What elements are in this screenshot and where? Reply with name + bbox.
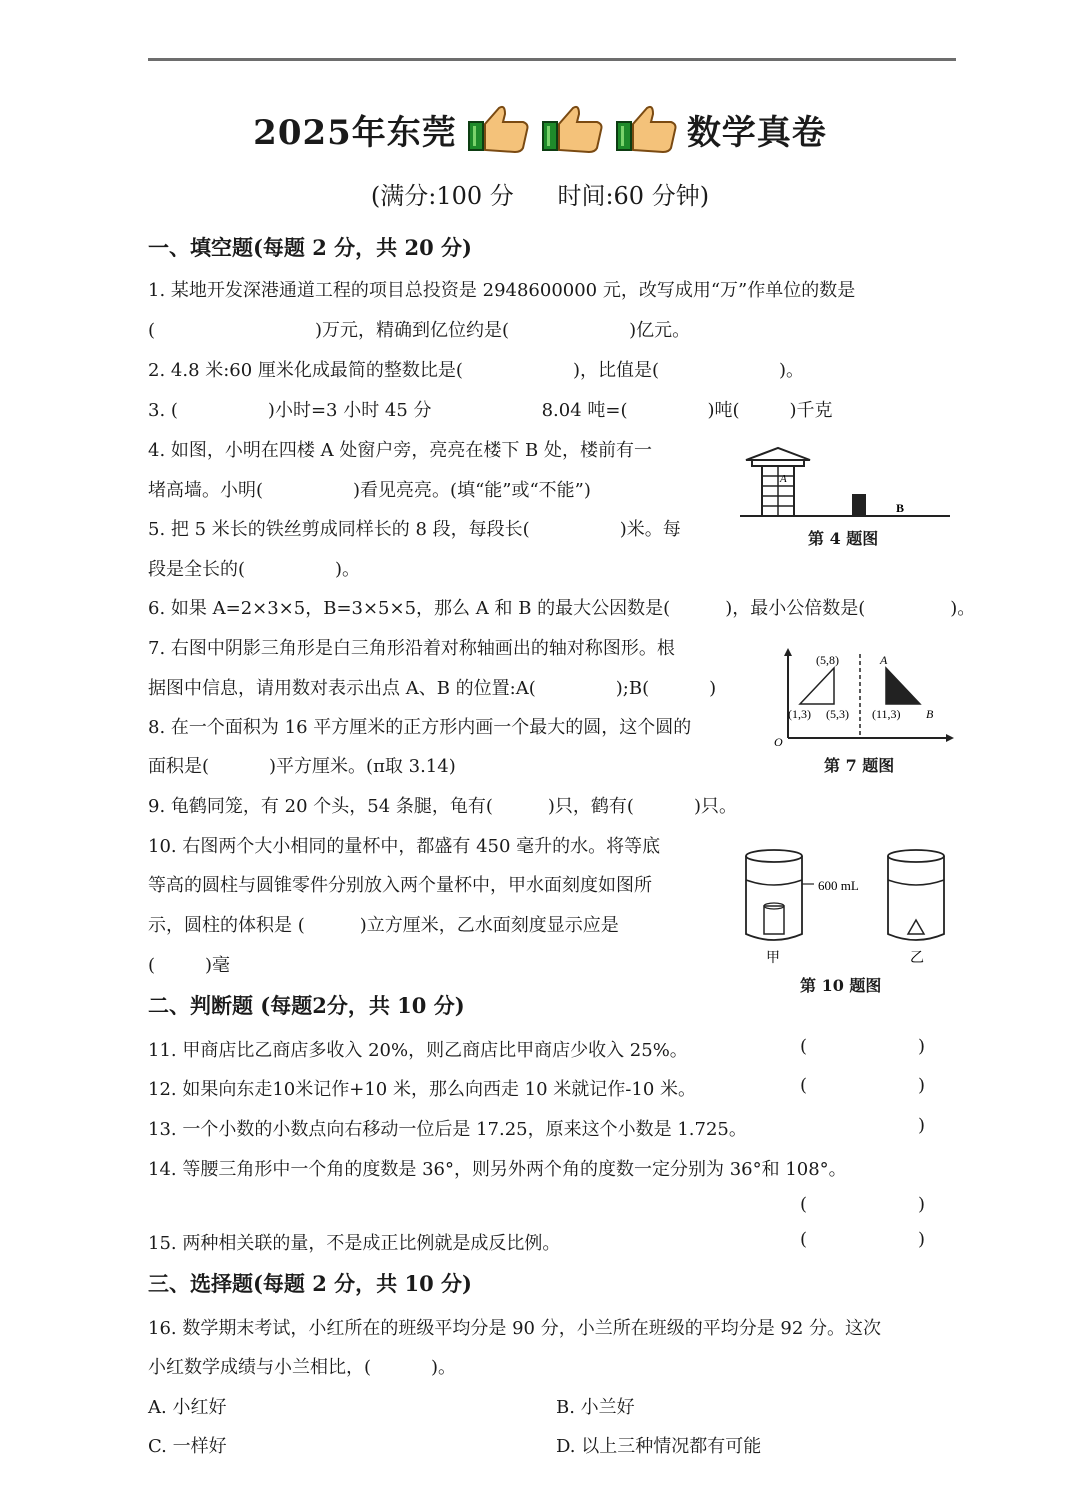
q8-text: )平方厘米。(π取 3.14) (269, 756, 456, 777)
coord-label: (5,3) (826, 707, 849, 721)
wall-shape (852, 494, 866, 516)
figure-7-coordinate (772, 648, 954, 748)
q7-text: ) (709, 678, 717, 699)
q10-text: ( (148, 955, 156, 976)
q10-text: )毫 (205, 955, 231, 976)
option-b[interactable]: B. 小兰好 (556, 1397, 635, 1418)
q13-answer-close: ) (918, 1115, 926, 1136)
coord-label: (1,3) (788, 707, 811, 721)
q4-text: 堵高墙。小明( (148, 480, 264, 501)
q5-text: 5. 把 5 米长的铁丝剪成同样长的 8 段，每段长( (148, 519, 530, 540)
q1-text: )万元，精确到亿位约是( (315, 320, 510, 341)
q3-text: )吨( (707, 400, 740, 421)
section3-heading: 三、选择题(每题 2 分，共 10 分) (148, 1271, 472, 1296)
q16-text: )。 (431, 1357, 457, 1378)
q16-line2 (148, 1353, 456, 1379)
title-block (0, 104, 1080, 154)
q10-line1: 10. 右图两个大小相同的量杯中，都盛有 450 毫升的水。将等底 (148, 836, 661, 857)
white-triangle (800, 668, 834, 704)
q3-line (148, 396, 833, 422)
q6-text: 6. 如果 A=2×3×5，B=3×5×5，那么 A 和 B 的最大公因数是( (148, 598, 671, 619)
q5-text: )。 (335, 559, 361, 580)
q14-answer-close: ) (918, 1194, 926, 1215)
q2-text: )，比值是( (572, 360, 660, 381)
cup-yi-rim (888, 850, 944, 862)
q7-text: 据图中信息，请用数对表示出点 A、B 的位置:A( (148, 678, 536, 699)
figure-10-caption: 第 10 题图 (800, 976, 882, 995)
q7-line1: 7. 右图中阴影三角形是白三角形沿着对称轴画出的轴对称图形。根 (148, 638, 675, 659)
q10-line4 (148, 951, 230, 977)
q3-text: )小时=3 小时 45 分 (267, 400, 432, 421)
q5-line2 (148, 555, 360, 581)
top-rule (148, 58, 956, 61)
q15-line: 15. 两种相关联的量，不是成正比例就是成反比例。 (148, 1233, 561, 1254)
q10-line2: 等高的圆柱与圆锥零件分别放入两个量杯中，甲水面刻度如图所 (148, 875, 652, 896)
cup-yi-water (888, 880, 944, 885)
q8-line1: 8. 在一个面积为 16 平方厘米的正方形内画一个最大的圆，这个圆的 (148, 717, 692, 738)
option-c[interactable]: C. 一样好 (148, 1436, 227, 1457)
point-a-label: A (880, 653, 888, 667)
q16-line1: 16. 数学期末考试，小红所在的班级平均分是 90 分，小兰所在班级的平均分是 92 分。这次 (148, 1318, 882, 1339)
full-score: (满分:100 分 (370, 182, 514, 210)
title-left: 2025年东莞 (253, 112, 457, 153)
figure-4-building (740, 444, 954, 522)
q10-text: 示，圆柱的体积是 ( (148, 915, 305, 936)
cone-part (908, 920, 924, 934)
cup-jia-body (746, 856, 802, 940)
q1-text: ( (148, 320, 156, 341)
cup-yi-label: 乙 (910, 951, 924, 966)
point-b-label: B (896, 501, 905, 515)
q2-line (148, 356, 804, 382)
point-b-label: B (926, 707, 934, 721)
q11-answer-open[interactable]: ( (800, 1036, 808, 1057)
q3-text: 8.04 吨=( (541, 400, 628, 421)
option-a[interactable]: A. 小红好 (148, 1397, 227, 1418)
q10-line3 (148, 911, 619, 937)
point-a-label: A (780, 473, 787, 485)
q1-text: )亿元。 (629, 320, 691, 341)
exam-title (253, 104, 827, 154)
cup-jia-label: 甲 (766, 951, 780, 966)
thumbs-up-icon (539, 104, 605, 154)
q1-line2 (148, 316, 690, 342)
x-arrow (946, 734, 954, 742)
q7-text: );B( (615, 678, 650, 699)
thumbs-up-icon (465, 104, 531, 154)
volume-label: 600 mL (818, 878, 859, 893)
q6-line (148, 594, 975, 620)
figure-4-caption: 第 4 题图 (808, 529, 879, 548)
figure-7-caption: 第 7 题图 (824, 756, 895, 775)
time-limit: 时间:60 分钟) (557, 182, 710, 210)
q5-text: )米。每 (619, 519, 681, 540)
y-arrow (784, 648, 792, 656)
cup-jia-rim (746, 850, 802, 862)
q8-text: 面积是( (148, 756, 210, 777)
q1-line1: 1. 某地开发深港通道工程的项目总投资是 2948600000 元，改写成用“万”作单位的数是 (148, 280, 856, 301)
q9-text: )只。 (693, 796, 737, 817)
q15-answer-open[interactable]: ( (800, 1229, 808, 1250)
cup-jia-water (746, 880, 802, 885)
q7-line2 (148, 674, 716, 700)
cup-yi-body (888, 856, 944, 940)
coord-label: (11,3) (872, 707, 901, 721)
redaction-emojis (465, 104, 679, 154)
q11-line: 11. 甲商店比乙商店多收入 20%，则乙商店比甲商店少收入 25%。 (148, 1040, 688, 1061)
q9-text: )只，鹤有( (547, 796, 634, 817)
section2-heading: 二、判断题 (每题2分，共 10 分) (148, 993, 465, 1018)
q11-answer-close: ) (918, 1036, 926, 1057)
q3-text: )千克 (789, 400, 833, 421)
coord-label: (5,8) (816, 653, 839, 667)
q15-answer-close: ) (918, 1229, 926, 1250)
origin-label: O (774, 735, 783, 748)
q5-text: 段是全长的( (148, 559, 246, 580)
q4-text: )看见亮亮。(填“能”或“不能”) (353, 480, 591, 501)
q12-answer-close: ) (918, 1075, 926, 1096)
q8-line2 (148, 752, 456, 778)
q5-line1 (148, 515, 681, 541)
subtitle (0, 176, 1080, 211)
q2-text: )。 (779, 360, 805, 381)
q12-answer-open[interactable]: ( (800, 1075, 808, 1096)
q14-answer-open[interactable]: ( (800, 1194, 808, 1215)
figure-10-cups (740, 846, 954, 968)
q12-line: 12. 如果向东走10米记作+10 米，那么向西走 10 米就记作-10 米。 (148, 1079, 697, 1100)
cylinder-part (764, 906, 784, 934)
shaded-triangle (886, 668, 920, 704)
q10-text: )立方厘米，乙水面刻度显示应是 (359, 915, 619, 936)
q2-text: 2. 4.8 米:60 厘米化成最简的整数比是( (148, 360, 463, 381)
option-d[interactable]: D. 以上三种情况都有可能 (556, 1436, 762, 1457)
section1-heading: 一、填空题(每题 2 分，共 20 分) (148, 235, 472, 260)
q6-text: )。 (950, 598, 976, 619)
roof-shape (746, 448, 810, 460)
q9-text: 9. 龟鹤同笼，有 20 个头，54 条腿，龟有( (148, 796, 493, 817)
title-right: 数学真卷 (686, 112, 827, 153)
q16-text: 小红数学成绩与小兰相比，( (148, 1357, 372, 1378)
q3-text: 3. ( (148, 400, 178, 421)
thumbs-up-icon (613, 104, 679, 154)
q6-text: )，最小公倍数是( (725, 598, 866, 619)
q13-line: 13. 一个小数的小数点向右移动一位后是 17.25，原来这个小数是 1.725。 (148, 1119, 747, 1140)
q4-line2 (148, 476, 591, 502)
q9-line (148, 792, 737, 818)
q14-line: 14. 等腰三角形中一个角的度数是 36°，则另外两个角的度数一定分别为 36°和 108°。 (148, 1159, 847, 1180)
q4-line1: 4. 如图，小明在四楼 A 处窗户旁，亮亮在楼下 B 处，楼前有一 (148, 440, 653, 461)
